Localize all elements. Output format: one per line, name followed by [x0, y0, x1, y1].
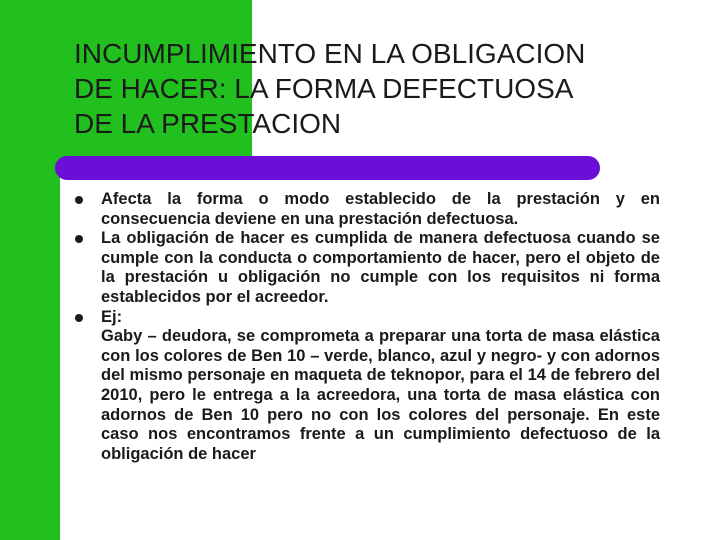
bullet-dot-icon — [75, 235, 83, 243]
slide-title — [74, 36, 674, 141]
bullet-item — [74, 308, 660, 465]
bullet-dot-icon — [75, 196, 83, 204]
green-side-bar — [0, 0, 60, 540]
bullet-label: Ej: — [101, 307, 123, 326]
bullet-item — [74, 190, 660, 229]
bullet-text: Gaby – deudora, se comprometa a preparar una torta de masa elástica con los colores de Ben 10 – verde, blanco, azul y negro- y con adornos del mismo personaje en maqueta de teknopor, para el 14 de febrero del 2010, pero le entrega a la acreedora, una torta de masa elástica con adornos de Ben 10 pero no con los colores del personaje. En este caso nos encontramos frente a un cumplimiento defectuoso de la obligación de hacer — [101, 327, 660, 463]
bullet-text: Afecta la forma o modo establecido de la prestación y en consecuencia deviene en una prestación defectuosa. — [101, 190, 660, 228]
bullet-text: La obligación de hacer es cumplida de manera defectuosa cuando se cumple con la conducta o comportamiento de hacer, pero el objeto de la prestación u obligación no cumple con los requisitos ni forma establecidos por el acreedor. — [101, 229, 660, 306]
bullet-list — [74, 190, 660, 464]
slide-title-line: DE HACER: LA FORMA DEFECTUOSA — [74, 73, 574, 104]
bullet-dot-icon — [75, 314, 83, 322]
bullet-item — [74, 229, 660, 307]
slide-title-line: DE LA PRESTACION — [74, 108, 342, 139]
slide-title-line: INCUMPLIMIENTO EN LA OBLIGACION — [74, 38, 586, 69]
title-divider — [55, 156, 600, 180]
